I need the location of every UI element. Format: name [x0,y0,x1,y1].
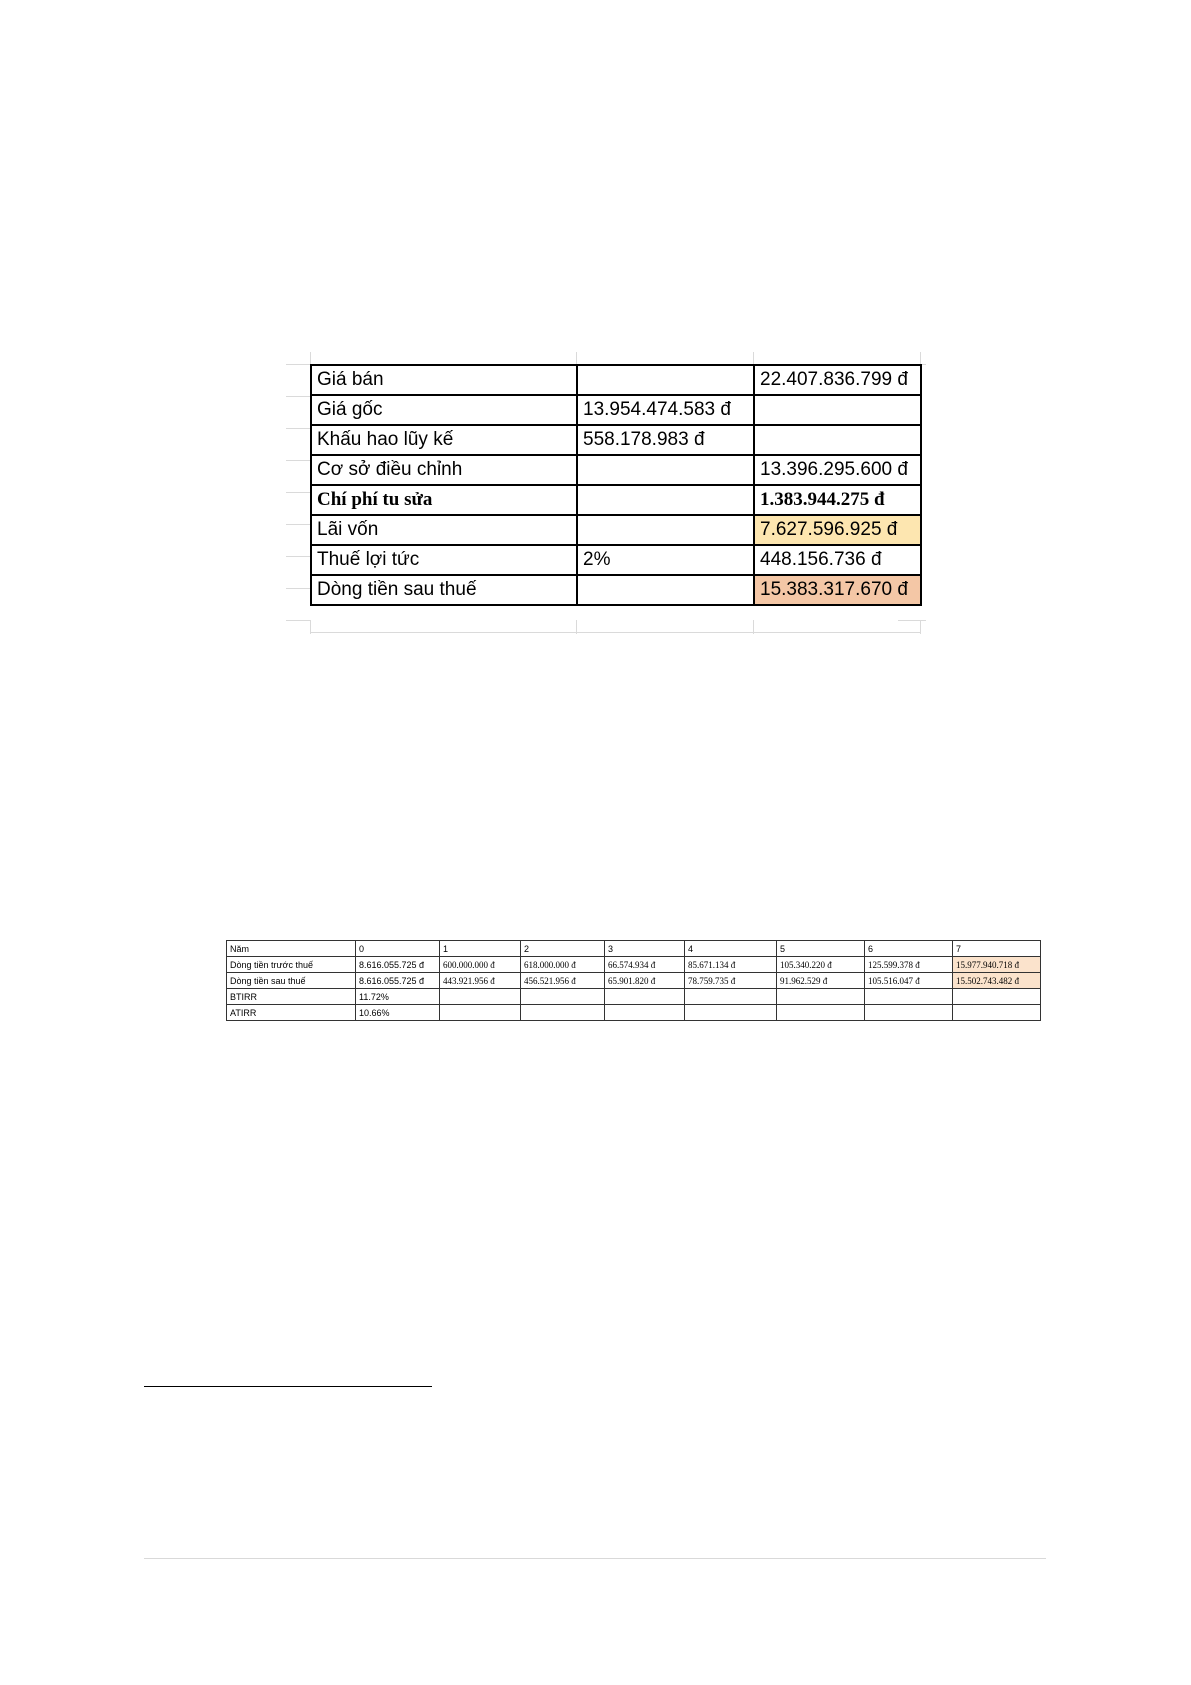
cell-value [605,989,685,1005]
table-row [311,395,921,425]
cell-value: 125.599.378 đ [865,957,953,973]
cell-value [865,1005,953,1021]
cell-value [605,1005,685,1021]
gridline [286,588,310,589]
cell-value: 10.66% [356,1005,440,1021]
gridline [286,524,310,525]
row-label: Dòng tiền sau thuế [227,973,356,989]
table-row [311,425,921,455]
cell-value [521,1005,605,1021]
table-row [311,485,921,515]
cell-value: 13.954.474.583 đ [577,395,754,425]
cell-value [521,989,605,1005]
cell-value [577,455,754,485]
cell-value: 78.759.735 đ [685,973,777,989]
footnote-separator [144,1386,432,1387]
cell-value [754,425,921,455]
cell-value: 443.921.956 đ [440,973,521,989]
highlighted-cell-value: 7.627.596.925 đ [754,515,921,545]
gridline [310,352,311,364]
year-header: 3 [605,941,685,957]
header-label: Năm [227,941,356,957]
cell-value: 105.516.047 đ [865,973,953,989]
profit-table-snapshot [286,352,926,634]
table-row [311,545,921,575]
cell-value: 618.000.000 đ [521,957,605,973]
gridline [920,352,921,364]
cell-value: 65.901.820 đ [605,973,685,989]
row-label: BTIRR [227,989,356,1005]
row-label: Lãi vốn [311,515,577,545]
cell-value [777,989,865,1005]
gridline [286,396,310,397]
gridline [286,556,310,557]
cell-value: 456.521.956 đ [521,973,605,989]
gridline [898,620,926,621]
cell-value: 91.962.529 đ [777,973,865,989]
year-header: 0 [356,941,440,957]
cell-value: 85.671.134 đ [685,957,777,973]
table-row [311,575,921,605]
gridline [286,364,310,365]
cash-flow-table [226,940,1041,1021]
highlighted-cell-value: 15.977.940.718 đ [953,957,1041,973]
gridline [310,632,920,633]
row-label: Khấu hao lũy kế [311,425,577,455]
highlighted-cell-value: 15.383.317.670 đ [754,575,921,605]
cell-value: 8.616.055.725 đ [356,957,440,973]
footer-divider [144,1558,1046,1559]
gridline [286,492,310,493]
gridline [286,460,310,461]
row-label: Giá gốc [311,395,577,425]
row-label: Dòng tiền trước thuế [227,957,356,973]
row-label: Giá bán [311,365,577,395]
cell-value: 1.383.944.275 đ [754,485,921,515]
row-label: ATIRR [227,1005,356,1021]
cell-value [685,989,777,1005]
table-row [227,957,1041,973]
table-row [311,365,921,395]
cell-value [953,1005,1041,1021]
year-header: 4 [685,941,777,957]
year-header: 7 [953,941,1041,957]
table-row [227,973,1041,989]
cell-value: 8.616.055.725 đ [356,973,440,989]
cell-value [577,515,754,545]
gridline [286,620,310,621]
cell-value [865,989,953,1005]
gridline [753,352,754,364]
highlighted-cell-value: 15.502.743.482 đ [953,973,1041,989]
cell-value [777,1005,865,1021]
row-label: Thuế lợi tức [311,545,577,575]
gridline [920,620,921,634]
cell-value: 600.000.000 đ [440,957,521,973]
year-header: 1 [440,941,521,957]
cell-value [577,365,754,395]
cell-value: 11.72% [356,989,440,1005]
table-row [311,515,921,545]
cell-value: 558.178.983 đ [577,425,754,455]
cell-value: 13.396.295.600 đ [754,455,921,485]
gridline [286,428,310,429]
cell-value: 448.156.736 đ [754,545,921,575]
year-header: 6 [865,941,953,957]
year-header: 5 [777,941,865,957]
cell-value [440,989,521,1005]
table-row [311,455,921,485]
cell-value: 66.574.934 đ [605,957,685,973]
cell-value: 2% [577,545,754,575]
cell-value [685,1005,777,1021]
cell-value [440,1005,521,1021]
cell-value: 105.340.220 đ [777,957,865,973]
table-row [227,1005,1041,1021]
cell-value [577,485,754,515]
year-header: 2 [521,941,605,957]
row-label: Chí phí tu sửa [311,485,577,515]
capital-gain-table [310,364,922,606]
cell-value [953,989,1041,1005]
table-row [227,989,1041,1005]
cell-value: 22.407.836.799 đ [754,365,921,395]
table-header-row [227,941,1041,957]
row-label: Dòng tiền sau thuế [311,575,577,605]
cell-value [577,575,754,605]
cell-value [754,395,921,425]
gridline [576,352,577,364]
row-label: Cơ sở điều chỉnh [311,455,577,485]
